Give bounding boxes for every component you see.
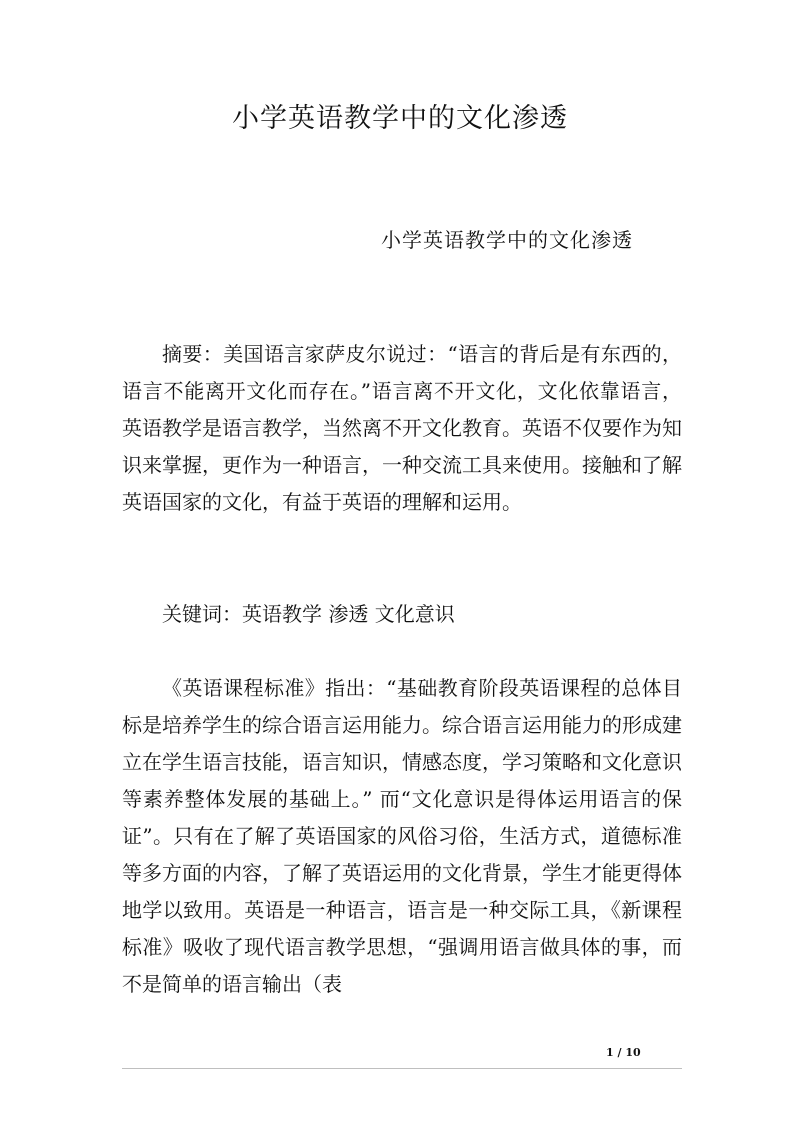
document-subtitle: 小学英语教学中的文化渗透 (381, 228, 633, 252)
keywords-paragraph: 关键词：英语教学 渗透 文化意识 (162, 602, 455, 626)
page-number: 1 / 10 (606, 1046, 641, 1059)
footer-divider (122, 1068, 682, 1069)
page-footer (0, 1044, 800, 1070)
document-title: 小学英语教学中的文化渗透 (232, 103, 568, 134)
body-paragraph: 《英语课程标准》指出：“基础教育阶段英语课程的总体目标是培养学生的综合语言运用能力。综合语言运用能力的形成建立在学生语言技能，语言知识，情感态度，学习策略和文化意识等素养整体发展的基础上。” 而“文化意识是得体运用语言的保证”。只有在了解了英语国家的风俗习俗，生活方式，道德标准等多方面的内容，了解了英语运用的文化背景，学生才能更得体地学以致用。英语是一种语言，语言是一种交际工具，《新课程标准》吸收了现代语言教学思想，“强调用语言做具体的事，而不是简单的语言输出（表 (122, 676, 682, 996)
abstract-paragraph: 摘要：美国语言家萨皮尔说过：“语言的背后是有东西的，语言不能离开文化而存在。”语言离不开文化，文化依靠语言，英语教学是语言教学，当然离不开文化教育。英语不仅要作为知识来掌握，更作为一种语言，一种交流工具来使用。接触和了解英语国家的文化，有益于英语的理解和运用。 (122, 342, 682, 514)
